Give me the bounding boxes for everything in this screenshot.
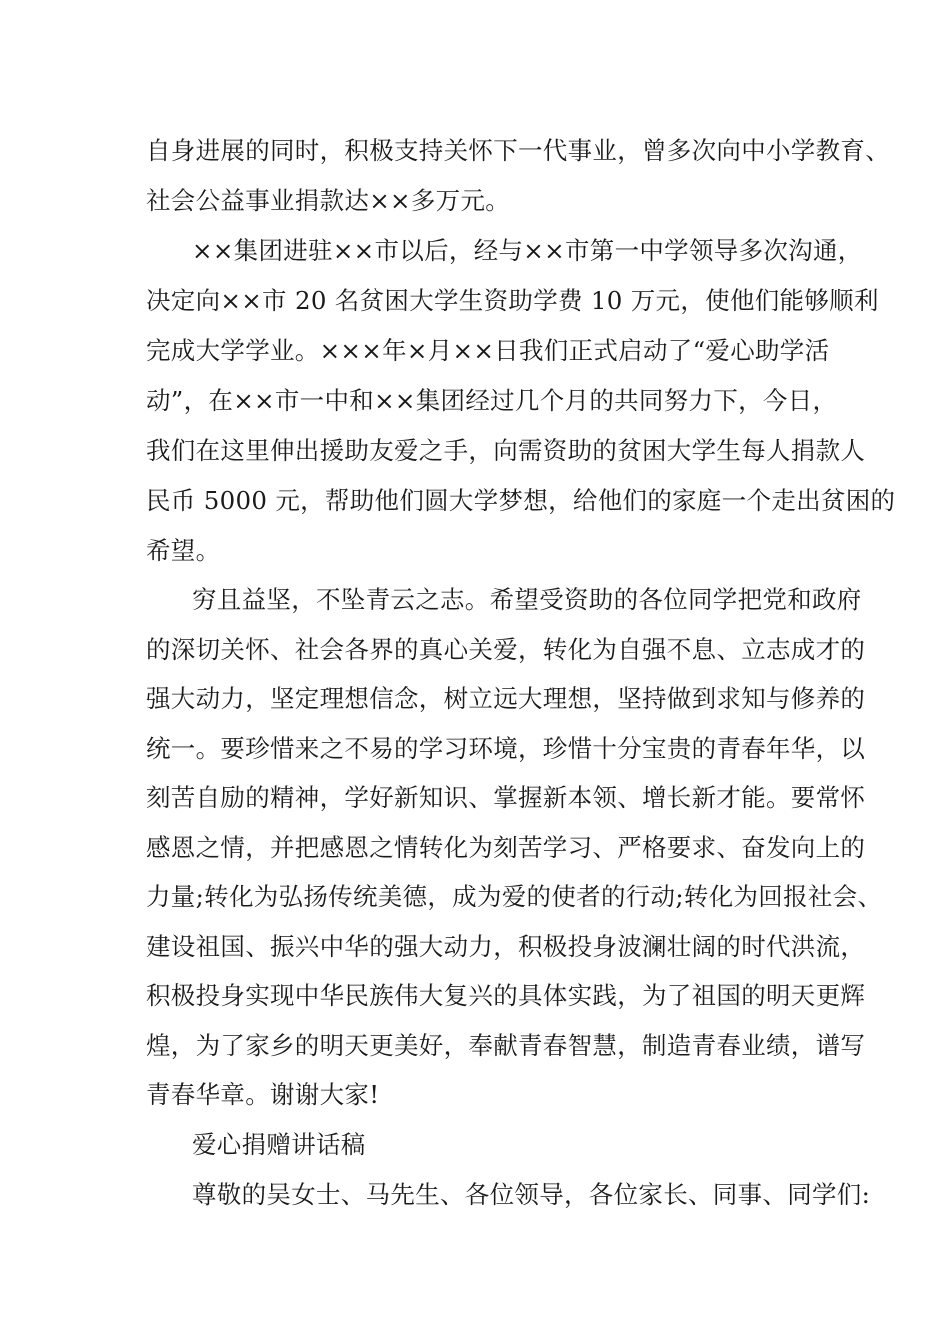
text-line: 强大动力，坚定理想信念，树立远大理想，坚持做到求知与修养的 bbox=[146, 684, 866, 713]
text-line: 力量;转化为弘扬传统美德，成为爱的使者的行动;转化为回报社会、 bbox=[146, 882, 883, 911]
text-line: 我们在这里伸出援助友爱之手，向需资助的贫困大学生每人捐款人 bbox=[146, 436, 866, 465]
text-line: 积极投身实现中华民族伟大复兴的具体实践，为了祖国的明天更辉 bbox=[146, 981, 866, 1010]
text-line: 动”，在××市一中和××集团经过几个月的共同努力下，今日， bbox=[146, 386, 838, 415]
text-line: 感恩之情，并把感恩之情转化为刻苦学习、严格要求、奋发向上的 bbox=[146, 833, 866, 862]
section-title: 爱心捐赠讲话稿 bbox=[192, 1130, 366, 1159]
text-line: 统一。要珍惜来之不易的学习环境，珍惜十分宝贵的青春年华，以 bbox=[146, 734, 866, 763]
paragraph-start-line: 穷且益坚，不坠青云之志。希望受资助的各位同学把党和政府 bbox=[192, 585, 862, 614]
text-line: 完成大学学业。×××年×月××日我们正式启动了“爱心助学活 bbox=[146, 336, 830, 365]
text-line: 民币 5000 元，帮助他们圆大学梦想，给他们的家庭一个走出贫困的 bbox=[146, 486, 896, 515]
text-line: 刻苦自励的精神，学好新知识、掌握新本领、增长新才能。要常怀 bbox=[146, 783, 866, 812]
salutation-line: 尊敬的吴女士、马先生、各位领导，各位家长、同事、同学们: bbox=[192, 1180, 871, 1209]
text-line: 决定向××市 20 名贫困大学生资助学费 10 万元，使他们能够顺利 bbox=[146, 286, 879, 315]
text-line: 建设祖国、振兴中华的强大动力，积极投身波澜壮阔的时代洪流， bbox=[146, 932, 866, 961]
text-line: 自身进展的同时，积极支持关怀下一代事业，曾多次向中小学教育、 bbox=[146, 136, 890, 165]
text-line: 希望。 bbox=[146, 536, 221, 565]
text-line: 社会公益事业捐款达××多万元。 bbox=[146, 186, 511, 215]
text-line: 煌，为了家乡的明天更美好，奉献青春智慧，制造青春业绩，谱写 bbox=[146, 1031, 866, 1060]
text-line: 的深切关怀、社会各界的真心关爱，转化为自强不息、立志成才的 bbox=[146, 635, 866, 664]
paragraph-start-line: ××集团进驻××市以后，经与××市第一中学领导多次沟通， bbox=[192, 236, 863, 265]
text-line: 青春华章。谢谢大家! bbox=[146, 1080, 380, 1109]
